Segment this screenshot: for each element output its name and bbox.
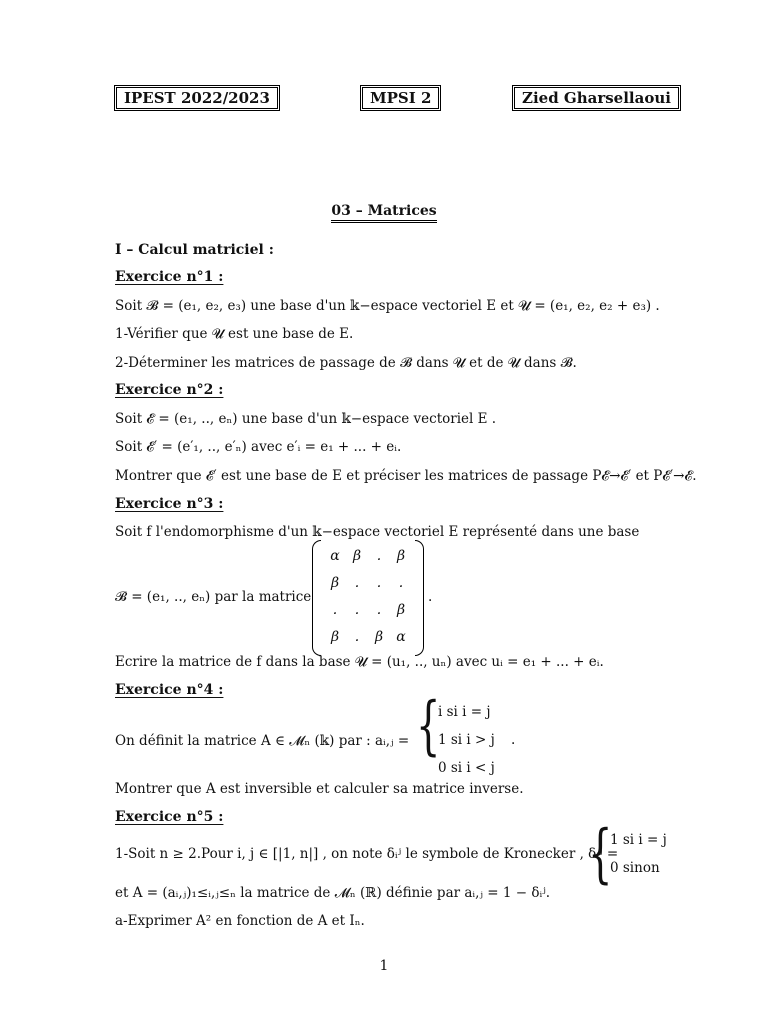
section-heading: I – Calcul matriciel : [115,242,274,258]
exercise-3-line-3: Ecrire la matrice de f dans la base 𝓤 = (u₁, .., uₙ) avec uᵢ = e₁ + ... + eᵢ. [115,654,604,670]
matrix-cell: β [352,547,362,564]
exercise-5-line-2: et A = (aᵢ,ⱼ)₁≤ᵢ,ⱼ≤ₙ la matrice de 𝓜ₙ (ℝ) définie par aᵢ,ⱼ = 1 − δᵢʲ. [115,885,551,901]
exercise-2-heading: Exercice n°2 : [115,382,224,398]
matrix-cell: . [398,574,404,591]
exercise-1-line-3: 2-Déterminer les matrices de passage de 𝓑 dans 𝓤 et de 𝓤 dans 𝓑. [115,355,577,371]
matrix-cell: β [396,547,406,564]
header-school-box: IPEST 2022/2023 [116,87,278,109]
case-4-1: i si i = j [438,704,491,720]
exercise-4-heading: Exercice n°4 : [115,682,224,698]
header-author-box: Zied Gharsellaoui [514,87,679,109]
document-title-wrapper [0,200,768,223]
exercise-4-line-1: On définit la matrice A ∈ 𝓜ₙ (𝕜) par : aᵢ,ⱼ = [115,733,410,749]
case-5-1: 1 si i = j [610,832,667,848]
exercise-5-heading: Exercice n°5 : [115,809,224,825]
matrix-left-paren [312,540,321,656]
exercise-3-line-1: Soit f l'endomorphisme d'un 𝕜−espace vectoriel E représenté dans une base [115,524,640,540]
matrix-cell: . [376,574,382,591]
document-title: 03 – Matrices [331,203,436,223]
matrix-cell: β [330,628,340,645]
matrix-cell: β [396,601,406,618]
case-4-3: 0 si i < j [438,760,495,776]
matrix-cell: . [376,547,382,564]
exercise-5-line-1: 1-Soit n ≥ 2.Pour i, j ∈ [|1, n|] , on note δᵢʲ le symbole de Kronecker , δᵢʲ = [115,846,619,862]
matrix-cell: . [354,574,360,591]
exercise-1-heading: Exercice n°1 : [115,269,224,285]
case-5-2: 0 sinon [610,860,660,876]
matrix-cell: . [354,628,360,645]
matrix-cell: α [330,547,340,564]
exercise-2-line-2: Soit 𝓔′ = (e′₁, .., e′ₙ) avec e′ᵢ = e₁ + ... + eᵢ. [115,439,402,455]
case-4-2: 1 si i > j [438,732,495,748]
cases-brace-5: { [588,817,613,891]
page-number: 1 [379,958,389,974]
exercise-3-heading: Exercice n°3 : [115,496,224,512]
matrix-cell: . [332,601,338,618]
matrix-entries [324,542,412,650]
exercise-4-line-2: Montrer que A est inversible et calculer sa matrice inverse. [115,781,524,797]
matrix-right-paren [415,540,424,656]
exercise-2-line-1: Soit 𝓔 = (e₁, .., eₙ) une base d'un 𝕜−espace vectoriel E . [115,411,497,427]
matrix-3 [312,540,424,656]
exercise-5-line-3: a-Exprimer A² en fonction de A et Iₙ. [115,913,365,929]
matrix-cell: . [354,601,360,618]
cases-brace-4: { [416,689,441,763]
matrix-cell: β [330,574,340,591]
exercise-1-line-2: 1-Vérifier que 𝓤 est une base de E. [115,326,354,342]
exercise-3-line-2: 𝓑 = (e₁, .., eₙ) par la matrice [115,589,312,605]
matrix-cell: β [374,628,384,645]
exercise-1-line-1: Soit 𝓑 = (e₁, e₂, e₃) une base d'un 𝕜−espace vectoriel E et 𝓤 = (e₁, e₂, e₂ + e₃) . [115,298,660,314]
matrix-period: . [428,589,433,605]
matrix-cell: α [396,628,406,645]
matrix-cell: . [376,601,382,618]
exercise-2-line-3: Montrer que 𝓔′ est une base de E et préciser les matrices de passage P𝓔→𝓔′ et P𝓔′→𝓔. [115,468,697,484]
case-4-period: . [511,732,516,748]
header-class-box: MPSI 2 [362,87,439,109]
